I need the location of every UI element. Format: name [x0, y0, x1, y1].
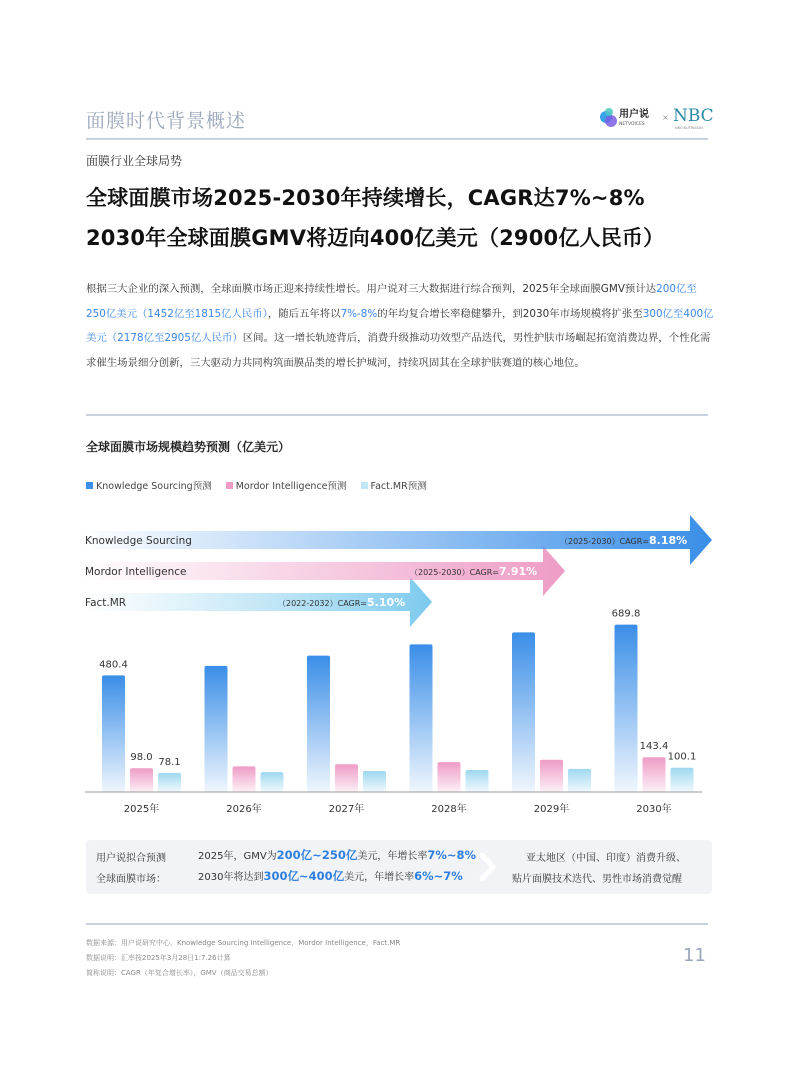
- headline-line-1: 全球面膜市场2025-2030年持续增长，CAGR达7%~8%: [86, 186, 645, 210]
- logo-user-sub: NETVOICES: [619, 122, 645, 127]
- summary-box: [86, 840, 712, 894]
- chart-bar: [158, 773, 181, 792]
- logo-user-text: 用户说: [619, 109, 649, 120]
- summary-text: 美元，年增长率: [344, 872, 415, 883]
- logo-nbc-sub: NBC·NUTRISION: [675, 126, 703, 130]
- chart-bar: [335, 764, 358, 792]
- summary-text: 2025年，GMV为: [198, 851, 277, 862]
- chevron-right-icon: [478, 852, 498, 882]
- logo-x: ×: [662, 113, 669, 122]
- summary-text: 2030年将达到: [198, 872, 264, 883]
- footer-note: 数据说明：汇率按2025年3月28日1:7.26计算: [86, 954, 231, 962]
- summary-line-2030: [198, 868, 463, 884]
- arrow-source-label: Knowledge Sourcing: [85, 535, 192, 547]
- footer-divider: [86, 923, 708, 925]
- summary-driver-1: 亚太地区（中国、印度）消费升级、: [526, 853, 686, 864]
- legend-item-factmr: [361, 478, 427, 492]
- body-paragraph: [86, 277, 714, 375]
- brand-logos: [598, 100, 718, 134]
- chart-bar: [671, 768, 694, 792]
- chart-bar: [466, 770, 489, 792]
- legend-label: Fact.MR预测: [370, 481, 427, 492]
- bar-value-label: 689.8: [611, 608, 641, 620]
- headline-line-2: 2030年全球面膜GMV将迈向400亿美元（2900亿人民币）: [86, 226, 665, 250]
- legend-label: Knowledge Sourcing预测: [96, 481, 212, 492]
- logo-icon: [598, 100, 718, 134]
- body-text-4: 区间。这一增长轨迹背后，消费升级推动功效型产品迭代，男性护肤市场崛起拓宽消费边界，个性化需求催生场景细分创新，三大驱动力共同构筑面膜品类的增长护城河，持续巩固其在全球护肤赛道的核心地位。: [86, 332, 711, 369]
- chart-title: 全球面膜市场规模趋势预测（亿美元）: [86, 440, 291, 454]
- body-highlight-1: 200亿至250亿美元（1452亿至1815亿人民币）: [86, 283, 697, 320]
- arrow-cagr-label: （2025-2030）CAGR=7.91%: [410, 565, 538, 578]
- x-tick-label: 2025年: [123, 804, 160, 815]
- chart-bar: [643, 757, 666, 792]
- body-highlight-3: 300亿至400亿美元（2178亿至2905亿人民币）: [86, 307, 714, 344]
- summary-value: 7%~8%: [427, 848, 477, 862]
- summary-value: 6%~7%: [414, 869, 463, 883]
- body-text-2: ，随后五年将以: [267, 307, 341, 320]
- x-tick-label: 2029年: [533, 804, 570, 815]
- x-tick-label: 2028年: [431, 804, 467, 815]
- chart-bar: [205, 666, 228, 792]
- body-highlight-2: 7%-8%: [340, 307, 378, 320]
- chart-bar: [568, 769, 591, 792]
- section-divider: [86, 414, 708, 416]
- x-tick-label: 2030年: [636, 804, 672, 815]
- footer-terms: 简称说明：CAGR（年复合增长率），GMV（商品交易总额）: [86, 969, 273, 977]
- bar-value-label: 100.1: [667, 751, 697, 763]
- arrow-source-label: Mordor Intelligence: [85, 566, 187, 578]
- chart-bar: [102, 675, 125, 792]
- summary-driver-2: 贴片面膜技术迭代、男性市场消费觉醒: [512, 874, 682, 885]
- chart-bar: [363, 771, 386, 792]
- summary-text: 美元，年增长率: [357, 851, 428, 862]
- summary-value: 200亿~250亿: [276, 848, 358, 862]
- chart-bar: [307, 656, 330, 792]
- legend-label: Mordor Intelligence预测: [235, 481, 347, 492]
- x-tick-label: 2027年: [328, 804, 365, 815]
- summary-label-2: 全球面膜市场：: [96, 874, 166, 885]
- summary-line-2025: [198, 847, 476, 863]
- bar-value-label: 143.4: [639, 741, 669, 753]
- x-tick-label: 2026年: [226, 804, 262, 815]
- summary-label-1: 用户说拟合预测: [96, 853, 166, 864]
- header-divider: [86, 138, 708, 140]
- arrow-cagr-label: （2025-2030）CAGR=8.18%: [560, 534, 688, 547]
- body-text-1: 根据三大企业的深入预测，全球面膜市场正迎来持续性增长。用户说对三大数据进行综合预判，2025年全球面膜GMV预计达: [86, 283, 657, 295]
- legend-item-knowledge: [86, 478, 212, 492]
- arrow-source-label: Fact.MR: [85, 597, 127, 609]
- bar-value-label: 480.4: [99, 659, 128, 671]
- chart-bar: [512, 632, 535, 792]
- legend-item-mordor: [226, 478, 347, 492]
- footer-source: 数据来源：用户说研究中心，Knowledge Sourcing Intelligence，Mordor Intelligence，Fact.MR: [86, 939, 401, 947]
- chart-bar: [540, 760, 563, 792]
- summary-value: 300亿~400亿: [263, 869, 345, 883]
- subsection-title: 面膜行业全球局势: [86, 154, 183, 168]
- body-text-3: 的年均复合增长率稳健攀升，到2030年市场规模将扩张至: [377, 307, 643, 320]
- chart-bar: [410, 644, 433, 792]
- page-number: 11: [683, 945, 706, 966]
- bar-value-label: 98.0: [130, 752, 153, 764]
- market-size-chart: [80, 500, 720, 830]
- chart-bar: [233, 766, 256, 792]
- chart-bar: [130, 768, 153, 792]
- chart-bar: [438, 762, 461, 792]
- arrow-cagr-label: （2022-2032）CAGR=5.10%: [278, 596, 406, 609]
- chart-legend: [86, 478, 427, 492]
- section-title: 面膜时代背景概述: [86, 110, 247, 132]
- logo-nbc-text: NBC: [673, 106, 714, 126]
- chart-bar: [261, 772, 284, 792]
- chart-bar: [615, 625, 638, 792]
- bar-value-label: 78.1: [158, 757, 181, 769]
